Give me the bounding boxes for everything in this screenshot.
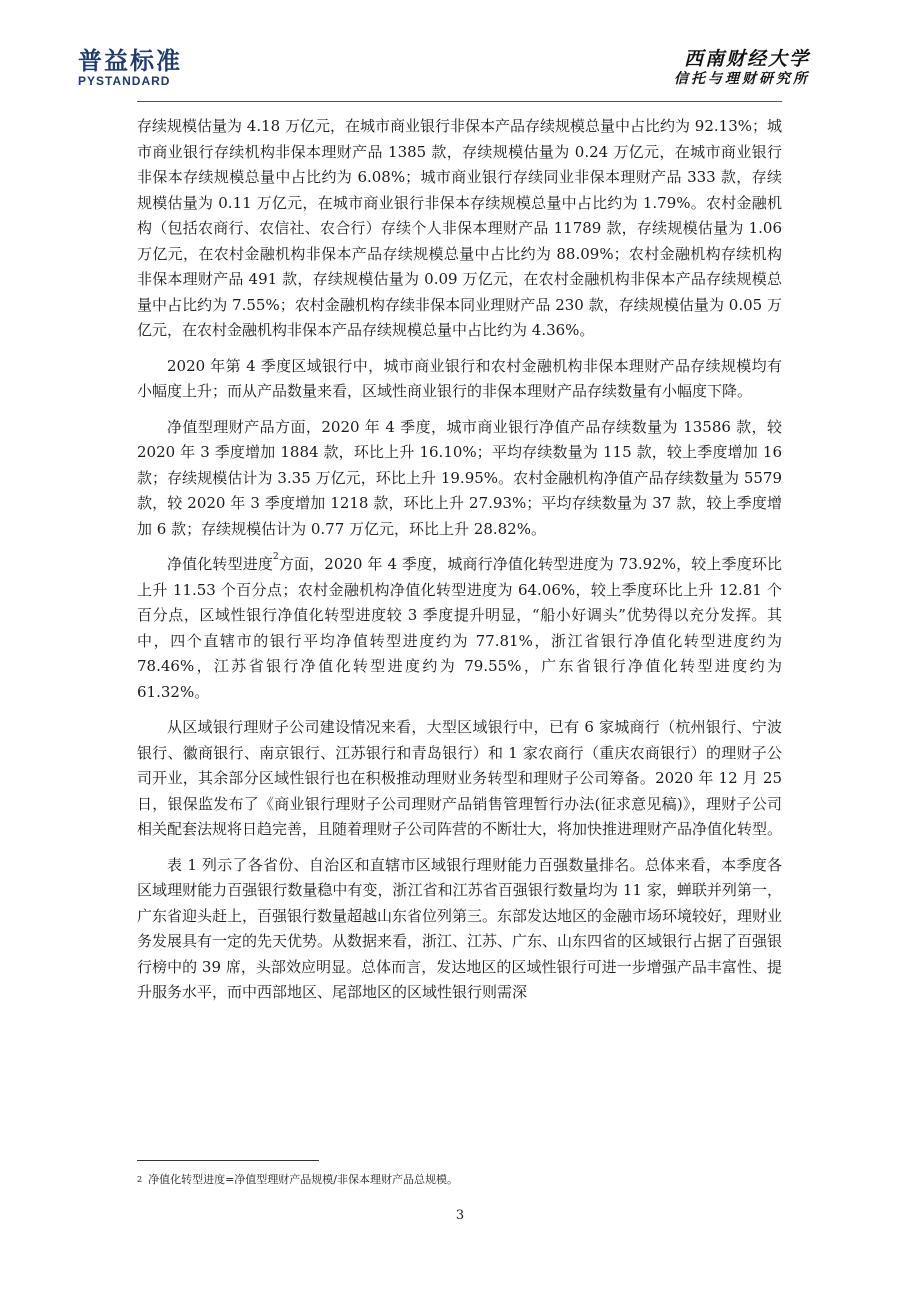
footnote-number: 2 (137, 1175, 143, 1184)
paragraph-4-lead: 净值化转型进度 (167, 555, 273, 573)
page-header (0, 0, 920, 110)
swufe-logo-institute: 信托与理财研究所 (674, 71, 810, 87)
paragraph-6: 表 1 列示了各省份、自治区和直辖市区域银行理财能力百强数量排名。总体来看，本季度各区域理财能力百强银行数量稳中有变，浙江省和江苏省百强银行数量均为 11 家，蝉联并列第一，广东省迎头赶上，百强银行数量超越山东省位列第三。东部发达地区的金融市场环境较好，理财业务发展具有一定的先天优势。从数据来看，浙江、江苏、广东、山东四省的区域银行占据了百强银行榜中的 39 席，头部效应明显。总体而言，发达地区的区域性银行可进一步增强产品丰富性、提升服务水平，而中西部地区、尾部地区的区域性银行则需深 (137, 855, 783, 1001)
footnote-divider (137, 1160, 319, 1161)
paragraph-4 (137, 552, 782, 705)
paragraph-3: 净值型理财产品方面，2020 年 4 季度，城市商业银行净值产品存续数量为 13586 款，较 2020 年 3 季度增加 1884 款，环比上升 16.10%；平均存续数量为 115 款，较上季度增加 16 款；存续规模估计为 3.35 万亿元，环比上升 19.95%。农村金融机构净值产品存续数量为 5579 款，较 2020 年 3 季度增加 1218 款，环比上升 27.93%；平均存续数量为 37 款，较上季度增加 6 款；存续规模估计为 0.77 万亿元，环比上升 28.82%。 (137, 417, 782, 538)
footnote-text: 净值化转型进度=净值型理财产品规模/非保本理财产品总规模。 (148, 1173, 459, 1186)
body-text (137, 114, 782, 1016)
paragraph-5: 从区域银行理财子公司建设情况来看，大型区域银行中，已有 6 家城商行（杭州银行、宁波银行、徽商银行、南京银行、江苏银行和青岛银行）和 1 家农商行（重庆农商银行）的理财子公司开业，其余部分区域性银行也在积极推动理财业务转型和理财子公司筹备。2020 年 12 月 25 日，银保监发布了《商业银行理财子公司理财产品销售管理暂行办法(征求意见稿)》，理财子公司相关配套法规将日趋完善，且随着理财子公司阵营的不断壮大，将加快推进理财产品净值化转型。 (137, 718, 783, 838)
pystandard-logo-cn: 普益标准 (78, 47, 182, 75)
header-divider (137, 101, 782, 102)
swufe-logo (674, 48, 810, 88)
page-number: 3 (455, 1208, 465, 1223)
paragraph-4-body: 方面，2020 年 4 季度，城商行净值化转型进度为 73.92%，较上季度环比上升 11.53 个百分点；农村金融机构净值化转型进度为 64.06%，较上季度环比上升 12.81 个百分点，区域性银行净值化转型进度较 3 季度提升明显，“船小好调头”优势得以充分发挥。其中，四个直辖市的银行平均净值转型进度约为 77.81%，浙江省银行净值化转型进度约为 78.46%，江苏省银行净值化转型进度约为 79.55%，广东省银行净值化转型进度约为 61.32%。 (137, 555, 782, 701)
footnote-reference[interactable]: 2 (273, 552, 279, 562)
pystandard-logo-en: PYSTANDARD (78, 74, 171, 88)
paragraph-2: 2020 年第 4 季度区域银行中，城市商业银行和农村金融机构非保本理财产品存续规模均有小幅度上升；而从产品数量来看，区域性商业银行的非保本理财产品存续数量有小幅度下降。 (137, 356, 782, 400)
paragraph-1: 存续规模估量为 4.18 万亿元，在城市商业银行非保本产品存续规模总量中占比约为 92.13%；城市商业银行存续机构非保本理财产品 1385 款，存续规模估量为 0.24 万亿元，在城市商业银行非保本存续规模总量中占比约为 6.08%；城市商业银行存续同业非保本理财产品 333 款，存续规模估量为 0.11 万亿元，在城市商业银行非保本存续规模总量中占比约为 1.79%。农村金融机构（包括农商行、农信社、农合行）存续个人非保本理财产品 11789 款，存续规模估量为 1.06 万亿元，在农村金融机构非保本产品存续规模总量中占比约为 88.09%；农村金融机构存续机构非保本理财产品 491 款，存续规模估量为 0.09 万亿元，在农村金融机构非保本产品存续规模总量中占比约为 7.55%；农村金融机构存续非保本同业理财产品 230 款，存续规模估量为 0.05 万亿元，在农村金融机构非保本产品存续规模总量中占比约为 4.36%。 (137, 117, 782, 339)
pystandard-logo (78, 48, 208, 88)
swufe-logo-university: 西南财经大学 (683, 48, 810, 70)
footnote (137, 1172, 782, 1188)
